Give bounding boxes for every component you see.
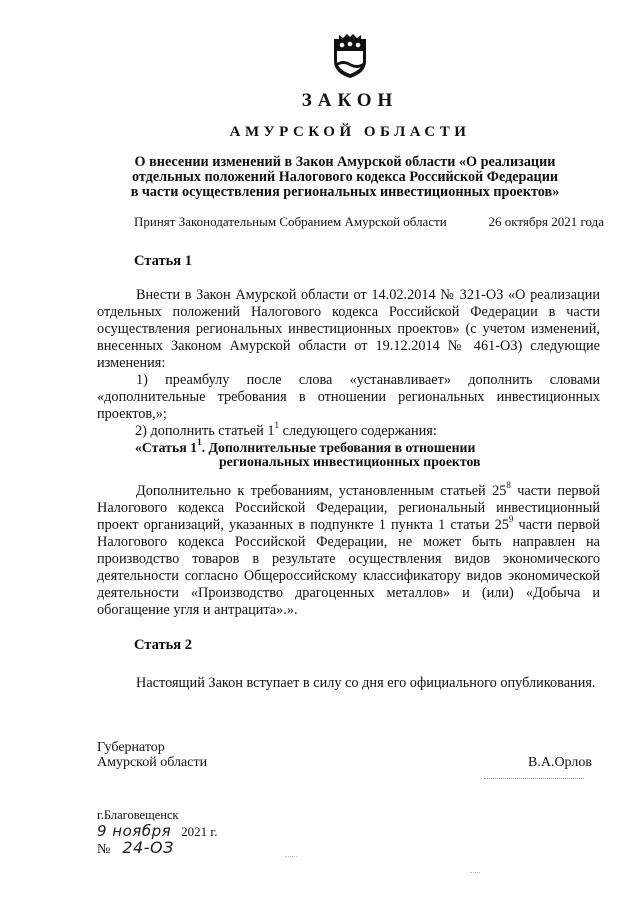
article-1-intro <box>97 287 600 423</box>
adoption-line <box>134 214 604 230</box>
adopted-date: 26 октября 2021 года <box>488 214 604 229</box>
signatory-name: В.А.Орлов <box>528 755 592 770</box>
article-2-body <box>97 675 600 692</box>
article-1-heading: Статья 1 <box>134 253 192 269</box>
signatory-title <box>97 740 207 770</box>
coat-of-arms-icon <box>331 33 369 79</box>
scan-artifact <box>470 872 480 873</box>
signing-city: г.Благовещенск <box>97 808 179 822</box>
intro-text: Внести в Закон Амурской области от 14.02.2014 № 321-ОЗ «О реализации отдельных положений Налогового кодекса Российской Федерации в части осуществления региональных инвестиционных проектов» (с учетом изменений, внесенных Законом Амурской области от 19.12.2014 № 461-ОЗ) следующие изменения: <box>97 287 600 371</box>
article-1-item-2 <box>97 420 600 440</box>
item-2: 2) дополнить статьей $1^1$ следующего содержания: <box>135 420 437 439</box>
signatory-title-line-1: Губернатор <box>97 740 165 755</box>
signatory-title-line-2: Амурской области <box>97 755 208 770</box>
new-article-title-line-1: «Статья $1^1$. Дополнительные требования в отношении <box>135 437 476 455</box>
adopted-by: Принят Законодательным Собранием Амурской области <box>134 214 447 229</box>
subject-line: О внесении изменений в Закон Амурской области «О реализации <box>134 154 556 170</box>
new-article-body <box>97 480 600 619</box>
handwritten-date: 9 ноября <box>97 822 172 840</box>
item-1: 1) преамбулу после слова «устанавливает» дополнить словами «дополнительные требования в отношении региональных инвестиционных проектов,»; <box>97 372 600 422</box>
article-2-heading: Статья 2 <box>134 637 192 653</box>
law-number <box>97 838 174 858</box>
number-label: № <box>97 842 111 857</box>
new-article-heading <box>135 437 595 469</box>
handwritten-number: 24-ОЗ <box>122 838 174 857</box>
article-2-text: Настоящий Закон вступает в силу со дня его официального опубликования. <box>136 675 596 691</box>
region-title: АМУРСКОЙ ОБЛАСТИ <box>229 124 471 140</box>
subject-line: в части осуществления региональных инвестиционных проектов» <box>130 184 560 200</box>
law-subject <box>100 155 590 200</box>
new-article-title-line-2: региональных инвестиционных проектов <box>219 454 481 469</box>
scan-artifact <box>285 856 297 857</box>
new-article-text: Дополнительно к требованиям, установленным статьей $25^8$ части первой Налогового кодекса Российской Федерации, региональный инвестиционный проект организаций, указанных в подпункте 1 пункта 1 статьи $25^9$ части первой Налогового кодекса Российской Федерации, не может быть направлен на производство товаров в результате осуществления видов экономического деятельности согласно Общероссийскому классификатору видов экономической деятельности «Производство драгоценных металлов» и (или) «Добыча и обогащение угля и антрацита».». <box>97 480 600 618</box>
signing-year: 2021 г. <box>181 824 218 839</box>
signature-line <box>484 778 584 779</box>
subject-line: отдельных положений Налогового кодекса Российской Федерации <box>131 169 559 185</box>
document-type: ЗАКОН <box>301 90 399 111</box>
